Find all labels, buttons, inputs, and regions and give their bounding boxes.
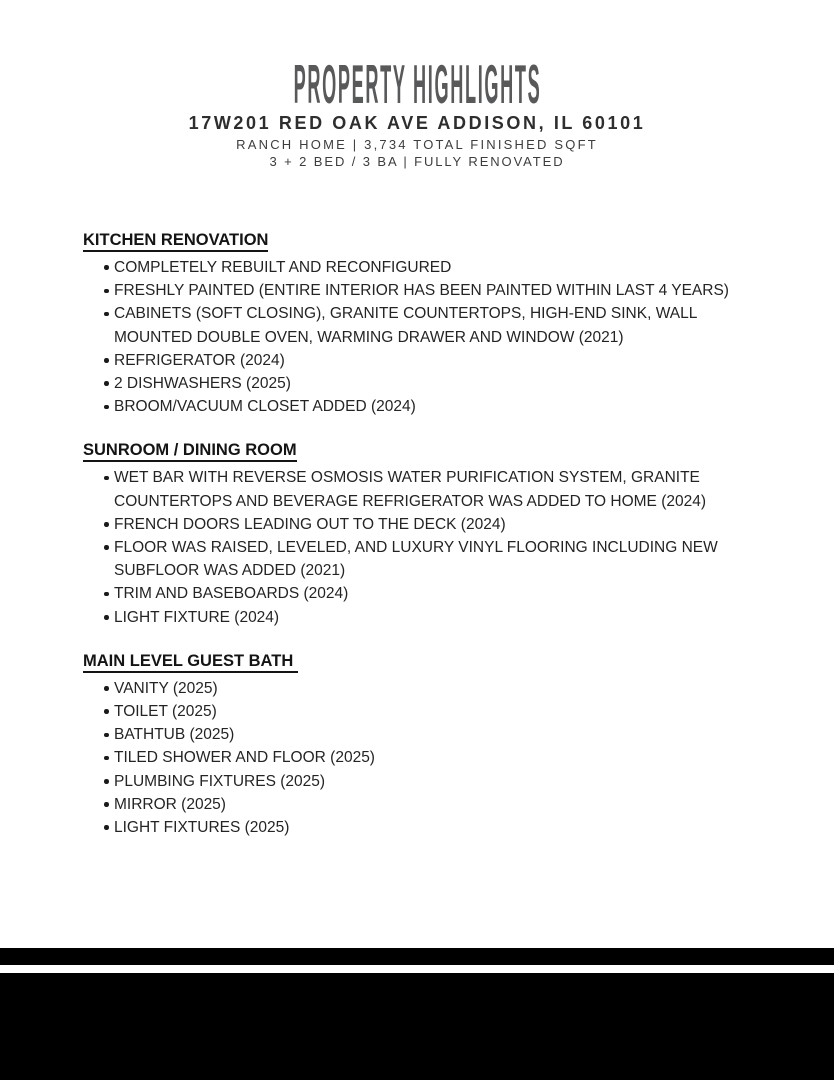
list-item: PLUMBING FIXTURES (2025) <box>83 770 754 793</box>
page-title-row <box>0 53 834 115</box>
section-sunroom-dining <box>83 440 759 628</box>
list-item: 2 DISHWASHERS (2025) <box>83 372 754 395</box>
page-title: PROPERTY HIGHLIGHTS <box>293 53 541 115</box>
property-specs-line2: 3 + 2 BED / 3 BA | FULLY RENOVATED <box>269 154 565 169</box>
section-main-level-guest-bath <box>83 651 759 839</box>
list-item: COMPLETELY REBUILT AND RECONFIGURED <box>83 256 754 279</box>
list-item: BROOM/VACUUM CLOSET ADDED (2024) <box>83 395 754 418</box>
section-heading-guest-bath <box>83 651 759 673</box>
list-item: FRESHLY PAINTED (ENTIRE INTERIOR HAS BEEN PAINTED WITHIN LAST 4 YEARS) <box>83 279 754 302</box>
section-heading-text: SUNROOM / DINING ROOM <box>83 440 297 462</box>
list-item: VANITY (2025) <box>83 677 754 700</box>
section-heading-text: MAIN LEVEL GUEST BATH <box>83 651 298 673</box>
list-item: LIGHT FIXTURES (2025) <box>83 816 754 839</box>
section-heading-kitchen <box>83 230 759 252</box>
highlights-content <box>83 230 759 861</box>
footer-divider-bar <box>0 948 834 965</box>
list-item: TILED SHOWER AND FLOOR (2025) <box>83 746 754 769</box>
section-heading-text: KITCHEN RENOVATION <box>83 230 268 252</box>
footer-block <box>0 973 834 1080</box>
list-item: REFRIGERATOR (2024) <box>83 349 754 372</box>
list-item: TRIM AND BASEBOARDS (2024) <box>83 582 754 605</box>
property-address: 17W201 RED OAK AVE ADDISON, IL 60101 <box>188 113 646 133</box>
list-item: LIGHT FIXTURE (2024) <box>83 606 754 629</box>
list-item: TOILET (2025) <box>83 700 754 723</box>
list-item: WET BAR WITH REVERSE OSMOSIS WATER PURIFICATION SYSTEM, GRANITE COUNTERTOPS AND BEVERAGE REFRIGERATOR WAS ADDED TO HOME (2024) <box>83 466 754 512</box>
list-item: FLOOR WAS RAISED, LEVELED, AND LUXURY VINYL FLOORING INCLUDING NEW SUBFLOOR WAS ADDED (2021) <box>83 536 754 582</box>
list-item: BATHTUB (2025) <box>83 723 754 746</box>
list-item: CABINETS (SOFT CLOSING), GRANITE COUNTERTOPS, HIGH-END SINK, WALL MOUNTED DOUBLE OVEN, WARMING DRAWER AND WINDOW (2021) <box>83 302 754 348</box>
section-kitchen-renovation <box>83 230 759 418</box>
sunroom-bullet-list <box>83 466 754 628</box>
guest-bath-bullet-list <box>83 677 754 839</box>
kitchen-bullet-list <box>83 256 754 418</box>
property-specs-line1: RANCH HOME | 3,734 TOTAL FINISHED SQFT <box>236 137 598 152</box>
section-heading-sunroom <box>83 440 759 462</box>
list-item: MIRROR (2025) <box>83 793 754 816</box>
list-item: FRENCH DOORS LEADING OUT TO THE DECK (2024) <box>83 513 754 536</box>
